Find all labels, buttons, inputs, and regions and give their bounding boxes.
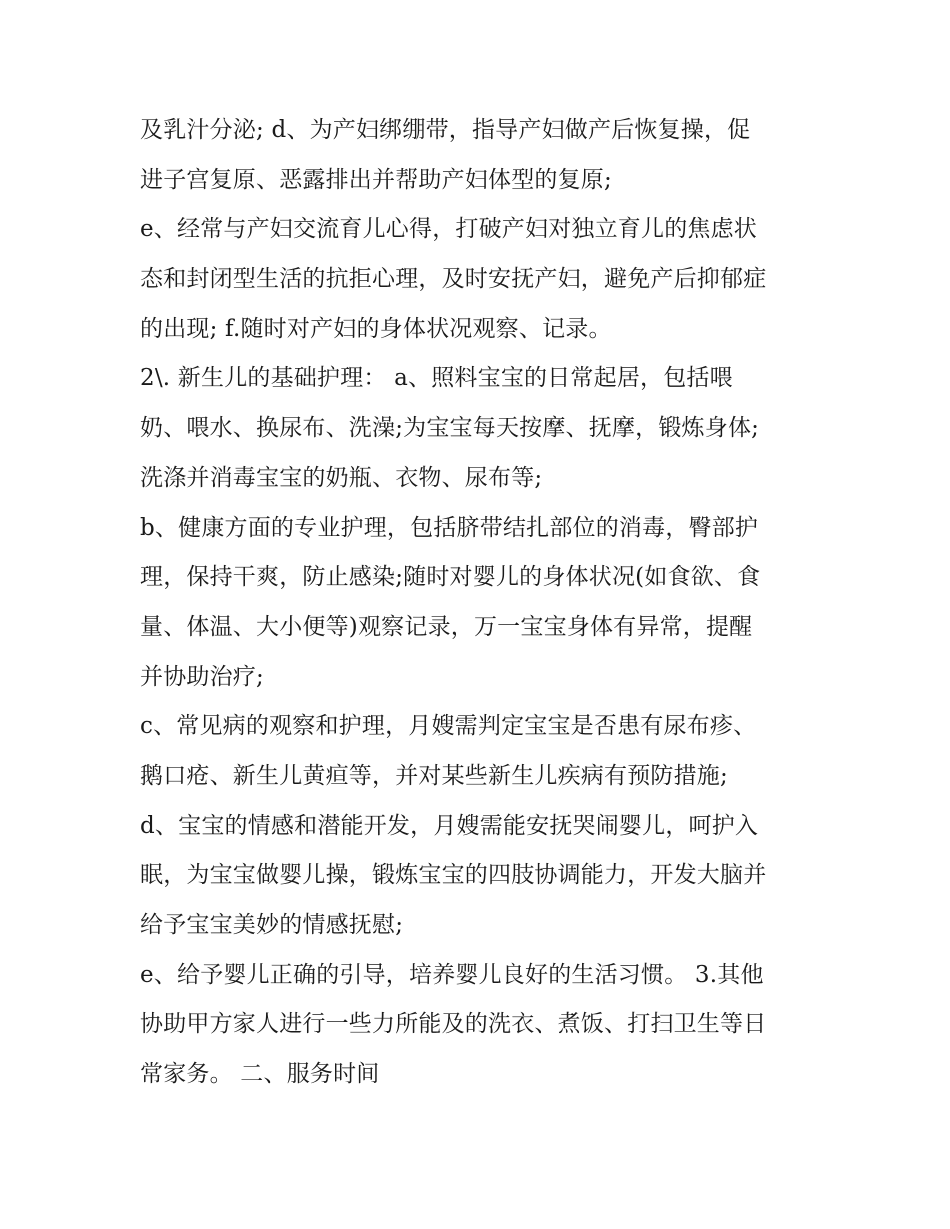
text-line: 的出现; f.随时对产妇的身体状况观察、记录。 [140, 315, 612, 342]
text-line: d、宝宝的情感和潜能开发，月嫂需能安抚哭闹婴儿，呵护入 [140, 812, 759, 839]
text-line: 并协助治疗; [140, 663, 264, 690]
text-line: e、给予婴儿正确的引导，培养婴儿良好的生活习惯。 3.其他 [140, 961, 764, 988]
text-line: 及乳汁分泌; d、为产妇绑绷带，指导产妇做产后恢复操，促 [140, 117, 751, 143]
text-line: c、常见病的观察和护理，月嫂需判定宝宝是否患有尿布疹、 [140, 713, 757, 740]
body-text [140, 106, 840, 1100]
text-line: 鹅口疮、新生儿黄疸等，并对某些新生儿疾病有预防措施; [140, 762, 728, 789]
text-line: 常家务。 二、服务时间 [140, 1061, 380, 1088]
section-heading-line: 2\. 新生儿的基础护理： a、照料宝宝的日常起居，包括喂 [140, 365, 733, 392]
text-line: 洗涤并消毒宝宝的奶瓶、衣物、尿布等; [140, 464, 543, 491]
text-line: 协助甲方家人进行一些力所能及的洗衣、煮饭、打扫卫生等日 [140, 1011, 767, 1038]
text-line: 奶、喂水、换尿布、洗澡;为宝宝每天按摩、抚摩，锻炼身体; [140, 415, 760, 442]
text-line: 量、体温、大小便等)观察记录，万一宝宝身体有异常，提醒 [140, 613, 753, 640]
text-line: 理，保持干爽，防止感染;随时对婴儿的身体状况(如食欲、食 [140, 564, 761, 591]
text-line: 态和封闭型生活的抗拒心理，及时安抚产妇，避免产后抑郁症 [140, 266, 767, 293]
text-line: 给予宝宝美妙的情感抚慰; [140, 912, 404, 938]
text-line: 进子宫复原、恶露排出并帮助产妇体型的复原; [140, 166, 612, 193]
text-line: e、经常与产妇交流育儿心得，打破产妇对独立育儿的焦虑状 [140, 216, 758, 243]
text-line: 眠，为宝宝做婴儿操，锻炼宝宝的四肢协调能力，开发大脑并 [140, 862, 767, 889]
text-line: b、健康方面的专业护理，包括脐带结扎部位的消毒，臀部护 [140, 514, 759, 541]
